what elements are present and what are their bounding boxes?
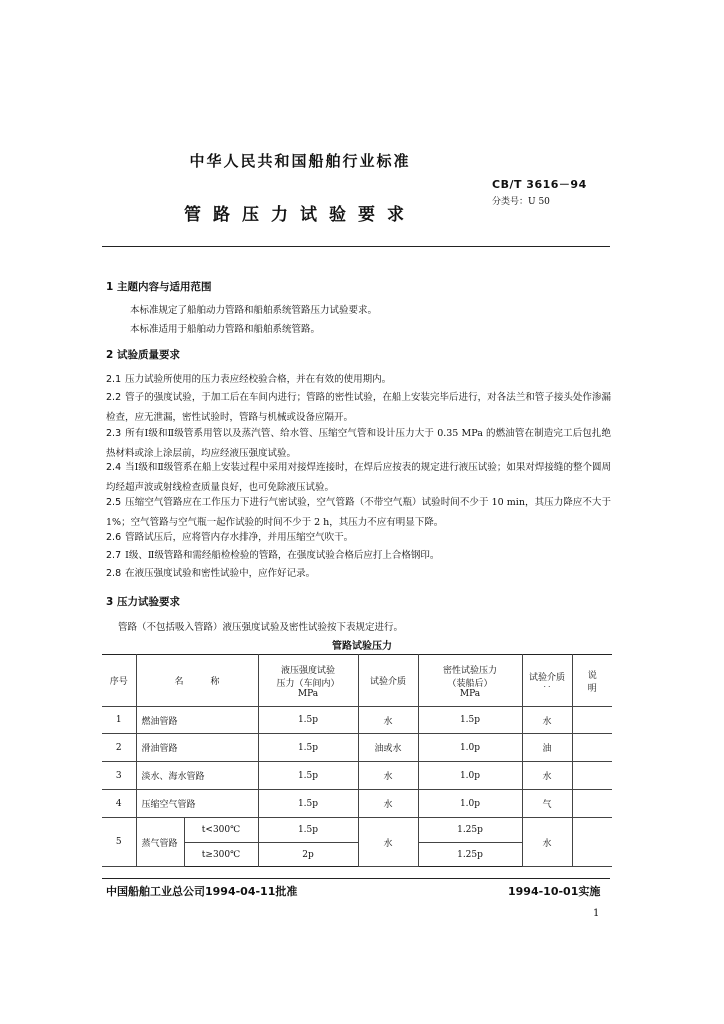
row-strength: 1.5p <box>258 762 358 790</box>
table-row <box>102 734 612 762</box>
clause-text: 压缩空气管路应在工作压力下进行气密试验，空气管路（不带空气瓶）试验时间不少于 10 min，其压力降应不大于 1%；空气管路与空气瓶一起作试验的时间不少于 2 h，其压力不应有明显下降。 <box>106 497 611 528</box>
clause-2-8 <box>106 564 611 584</box>
clause-number: 2.2 <box>106 392 122 403</box>
header-line: · · <box>543 683 551 691</box>
section-3-intro: 管路（不包括吸入管路）液压强度试验及密性试验按下表规定进行。 <box>118 622 404 633</box>
header-no: 序号 <box>102 655 136 707</box>
header-line: 液压强度试验 <box>280 665 335 676</box>
clause-number: 2.6 <box>106 532 122 543</box>
row-no: 2 <box>102 734 136 762</box>
header-line: 密性试验压力 <box>442 665 497 676</box>
row-medium-2: 油 <box>522 734 572 762</box>
header-name: 名 称 <box>136 655 258 707</box>
row-condition: t≥300℃ <box>184 843 258 867</box>
section-1-paragraph: 本标准规定了船舶动力管路和船舶系统管路压力试验要求。 <box>130 305 378 316</box>
row-strength: 1.5p <box>258 707 358 734</box>
clause-text: 当Ⅰ级和Ⅱ级管系在船上安装过程中采用对接焊连接时，在焊后应按表的规定进行液压试验；如果对焊接缝的整个圆周均经超声波或射线检查质量良好，也可免除液压试验。 <box>106 462 611 493</box>
row-name: 燃油管路 <box>136 707 258 734</box>
document-title: 管路压力试验要求 <box>184 205 416 225</box>
table-row <box>102 707 612 734</box>
table-row <box>102 762 612 790</box>
clause-number: 2.4 <box>106 462 122 473</box>
row-medium-2: 气 <box>522 790 572 818</box>
header-line: MPa <box>459 688 481 699</box>
clause-2-6 <box>106 528 611 548</box>
row-medium-2: 水 <box>522 707 572 734</box>
table-row <box>102 818 612 843</box>
footer-rule <box>102 878 610 879</box>
clause-text: 所有Ⅰ级和Ⅱ级管系用管以及蒸汽管、给水管、压缩空气管和设计压力大于 0.35 MPa 的燃油管在制造完工后包扎绝热材料或涂上涂层前，均应经液压强度试验。 <box>106 428 611 459</box>
section-3-heading: 3 压力试验要求 <box>106 596 180 608</box>
section-1-paragraph: 本标准适用于船舶动力管路和船舶系统管路。 <box>130 324 321 335</box>
clause-2-1 <box>106 370 611 390</box>
clause-number: 2.3 <box>106 428 122 439</box>
classification-number: 分类号：U 50 <box>492 197 550 207</box>
clause-2-5 <box>106 493 611 533</box>
clause-number: 2.1 <box>106 374 122 385</box>
header-medium-2 <box>522 655 572 707</box>
table-row <box>102 790 612 818</box>
row-medium-1: 水 <box>358 707 418 734</box>
header-line: MPa <box>297 688 319 699</box>
row-note <box>572 707 612 734</box>
standard-number: CB/T 3616－94 <box>492 178 587 191</box>
clause-text: 压力试验所使用的压力表应经校验合格，并在有效的使用期内。 <box>125 374 392 385</box>
clause-text: 在液压强度试验和密性试验中，应作好记录。 <box>125 568 316 579</box>
table-title: 管路试验压力 <box>332 641 392 652</box>
row-name: 蒸气管路 <box>136 818 184 867</box>
header-line: 试验介质 <box>528 673 565 683</box>
row-tightness: 1.25p <box>418 843 522 867</box>
row-tightness: 1.0p <box>418 790 522 818</box>
clause-2-4 <box>106 458 611 498</box>
row-name: 滑油管路 <box>136 734 258 762</box>
row-medium-1: 水 <box>358 762 418 790</box>
row-note <box>572 762 612 790</box>
header-medium-1: 试验介质 <box>358 655 418 707</box>
row-tightness: 1.5p <box>418 707 522 734</box>
clause-text: 管路试压后，应将管内存水排净，并用压缩空气吹干。 <box>125 532 354 543</box>
row-medium-1: 水 <box>358 790 418 818</box>
row-strength: 1.5p <box>258 818 358 843</box>
header-tightness-pressure <box>418 655 522 707</box>
row-no: 1 <box>102 707 136 734</box>
row-name: 压缩空气管路 <box>136 790 258 818</box>
row-strength: 2p <box>258 843 358 867</box>
row-note <box>572 818 612 867</box>
clause-2-7 <box>106 546 611 566</box>
pressure-test-table <box>102 654 615 867</box>
header-line: 压力（车间内） <box>276 678 340 689</box>
section-2-heading: 2 试验质量要求 <box>106 349 180 361</box>
issuer-approval: 中国船舶工业总公司1994-04-11批准 <box>106 885 298 898</box>
clause-number: 2.5 <box>106 497 122 508</box>
org-title: 中华人民共和国船舶行业标准 <box>189 152 411 170</box>
row-no: 5 <box>102 818 136 867</box>
header-line: （装船后） <box>447 678 493 689</box>
clause-text: 管子的强度试验，于加工后在车间内进行；管路的密性试验，在船上安装完毕后进行，对各法兰和管子接头处作渗漏检查，应无泄漏，密性试验时，管路与机械或设备应隔开。 <box>106 392 611 423</box>
row-tightness: 1.0p <box>418 734 522 762</box>
header-rule <box>102 246 610 247</box>
clause-2-2 <box>106 388 611 428</box>
effective-date: 1994-10-01实施 <box>508 885 601 898</box>
row-no: 3 <box>102 762 136 790</box>
row-tightness: 1.25p <box>418 818 522 843</box>
row-condition: t<300℃ <box>184 818 258 843</box>
clause-text: Ⅰ级、Ⅱ级管路和需经船检检验的管路，在强度试验合格后应打上合格钢印。 <box>125 550 440 561</box>
clause-number: 2.8 <box>106 568 122 579</box>
row-note <box>572 790 612 818</box>
section-1-heading: 1 主题内容与适用范围 <box>106 281 212 293</box>
clause-number: 2.7 <box>106 550 122 561</box>
header-note: 说 明 <box>572 655 612 707</box>
row-medium-2: 水 <box>522 818 572 867</box>
row-medium-2: 水 <box>522 762 572 790</box>
row-strength: 1.5p <box>258 734 358 762</box>
table-header-row <box>102 655 612 707</box>
row-tightness: 1.0p <box>418 762 522 790</box>
row-medium-1: 油或水 <box>358 734 418 762</box>
row-medium-1: 水 <box>358 818 418 867</box>
header-strength-pressure <box>258 655 358 707</box>
row-name: 淡水、海水管路 <box>136 762 258 790</box>
page-number: 1 <box>593 908 600 919</box>
row-no: 4 <box>102 790 136 818</box>
row-strength: 1.5p <box>258 790 358 818</box>
row-note <box>572 734 612 762</box>
